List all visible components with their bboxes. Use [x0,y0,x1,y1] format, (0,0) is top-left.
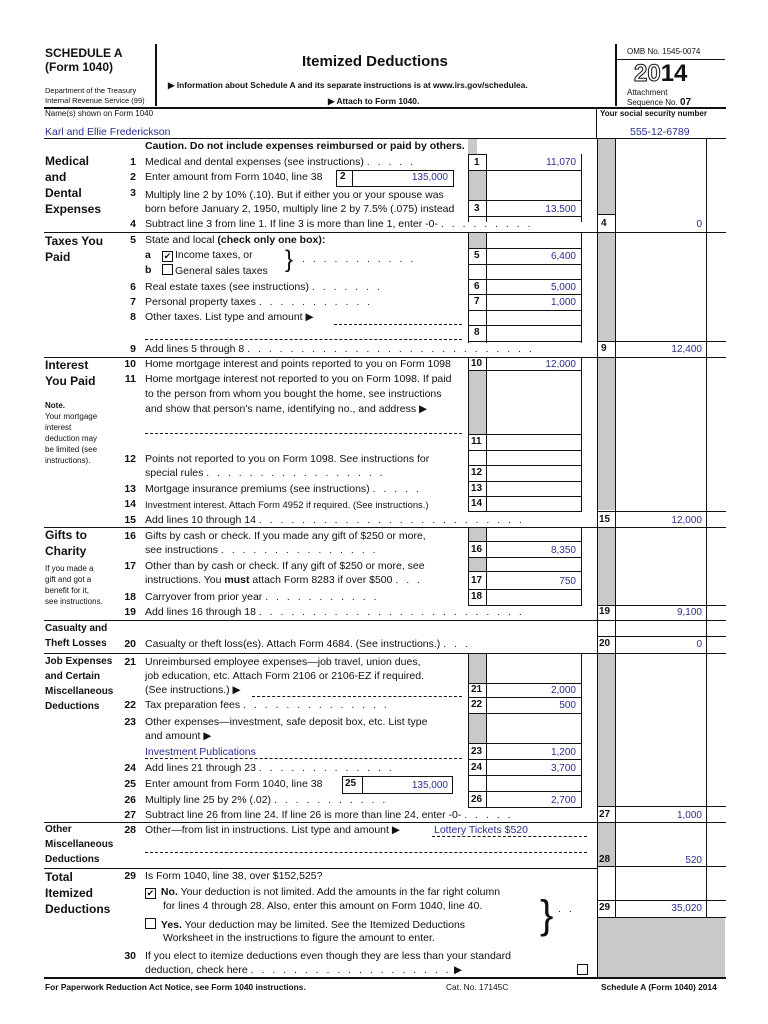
ssn-label: Your social security number [600,109,707,118]
line21-label-a: Unreimbursed employee expenses—job travel, union dues, [145,656,421,668]
amount-line22[interactable]: 500 [559,700,576,711]
line-number: 13 [124,483,136,495]
line11-label-a: Home mortgage interest not reported to you on Form 1098. If paid [145,373,452,385]
line7-label: Personal property taxes . . . . . . . . . . . [145,296,373,308]
amount-line23[interactable]: 1,200 [550,747,576,758]
box-number: 19 [599,606,611,617]
line-number: 25 [124,778,136,790]
line16-label-b: see instructions . . . . . . . . . . . . . . . [145,544,378,556]
line12-label-b: special rules . . . . . . . . . . . . . . . . . [145,467,386,479]
income-taxes-checkbox[interactable]: ✔ Income taxes, or [163,249,253,261]
line-number: 12 [124,453,136,465]
tax-year: 2014 [634,60,688,87]
schedule-label: SCHEDULE A [45,46,123,60]
elect-checkbox[interactable] [577,964,590,977]
section-taxes: Taxes You Paid [45,234,104,264]
line-number: 19 [124,606,136,618]
line29-no-text-2: for lines 4 through 28. Also, enter this amount on Form 1040, line 40. [163,900,483,912]
box-number: 10 [471,358,483,369]
line-number: 26 [124,794,136,806]
amount-line26[interactable]: 2,700 [550,795,576,806]
line-number: 27 [124,809,136,821]
caution-text: Caution. Do not include expenses reimbursed or paid by others. [145,140,465,152]
box-number: 29 [599,902,611,913]
line26-label: Multiply line 25 by 2% (.02) . . . . . . . . . . . [145,794,388,806]
amount-line3[interactable]: 13,500 [545,204,576,215]
amount-line16[interactable]: 8,350 [550,545,576,556]
gifts-note: If you made a gift and got a benefit for it, see instructions. [45,564,103,606]
amount-line10[interactable]: 12,000 [545,359,576,370]
footer-cat: Cat. No. 17145C [446,982,509,992]
line24-label: Add lines 21 through 23 . . . . . . . . . . . . . [145,762,395,774]
footer-schedule: Schedule A (Form 1040) 2014 [601,982,717,992]
line23-entry[interactable]: Investment Publications [145,746,256,758]
box-number: 9 [601,343,607,354]
amount-line5[interactable]: 6,400 [550,251,576,262]
line-number: 3 [130,187,136,199]
line14-label: Investment interest. Attach Form 4952 if required. (See instructions.) [145,499,429,510]
box-number: 6 [474,281,480,292]
box-number: 27 [599,809,611,820]
box-number: 28 [599,854,611,865]
line-number: 22 [124,699,136,711]
box-number: 26 [471,794,483,805]
line5-label: State and local (check only one box): [145,234,326,246]
line28-label: Other—from list in instructions. List type and amount ▶ [145,824,400,836]
line15-label: Add lines 10 through 14 . . . . . . . . . . . . . . . . . . . . . . . . . [145,514,525,526]
line25-label: Enter amount from Form 1040, line 38 [145,778,323,790]
dot-leader: . . [558,903,575,915]
attach-line: ▶ Attach to Form 1040. [328,96,420,106]
amount-line21[interactable]: 2,000 [550,685,576,696]
line12-label-a: Points not reported to you on Form 1098. See instructions for [145,453,430,465]
box-number: 16 [471,544,483,555]
amount-line20[interactable]: 0 [696,639,702,650]
brace: } [540,893,554,937]
line29-no-option[interactable]: ✔ No. Your deduction is not limited. Add the amounts in the far right column [146,886,501,898]
line-number: 24 [124,762,136,774]
amount-line7[interactable]: 1,000 [550,297,576,308]
line8-label: Other taxes. List type and amount ▶ [145,311,314,323]
dot-leader: . . . . . . . . . . . [302,253,416,265]
line29-label: Is Form 1040, line 38, over $152,525? [145,870,323,882]
section-job: Job Expenses and Certain Miscellaneous Deductions [45,656,114,712]
taxpayer-ssn[interactable]: 555-12-6789 [630,126,690,138]
brace: } [285,246,294,273]
form-title: Itemized Deductions [302,53,448,70]
line27-label: Subtract line 26 from line 24. If line 26 is more than line 24, enter -0- . . . . . [145,809,514,821]
line21-label-c: (See instructions.) ▶ [145,684,241,696]
line28-entry[interactable]: Lottery Tickets $520 [434,824,528,836]
amount-line15[interactable]: 12,000 [671,515,702,526]
info-line: ▶ Information about Schedule A and its separate instructions is at www.irs.gov/schedulea. [168,80,528,90]
box-number: 24 [471,762,483,773]
yes-checkbox[interactable] [145,918,156,929]
section-gifts: Gifts to Charity [45,528,87,558]
box-number: 11 [471,436,482,447]
amount-line27[interactable]: 1,000 [676,810,702,821]
general-sales-checkbox[interactable]: General sales taxes [162,264,268,277]
sequence-label: Sequence No. 07 [627,97,692,108]
section-interest: Interest You Paid [45,358,96,388]
line-number: 8 [130,311,136,323]
box-number: 7 [474,296,480,307]
line22-label: Tax preparation fees . . . . . . . . . . . . . . [145,699,390,711]
interest-note: Note. Your mortgage interest deduction may be limited (see instructions). [45,401,98,465]
line3-label-a: Multiply line 2 by 10% (.10). But if either you or your spouse was [145,189,444,201]
line-number: 4 [130,218,136,230]
line-number: 21 [124,656,136,668]
line-number: 1 [130,156,136,168]
section-other: Other Miscellaneous Deductions [45,824,114,865]
line-number: 2 [130,171,136,183]
line19-label: Add lines 16 through 18 . . . . . . . . . . . . . . . . . . . . . . . . . [145,606,525,618]
line-number: 28 [124,824,136,836]
amount-line28[interactable]: 520 [685,855,702,866]
line17-label-a: Other than by cash or check. If any gift of $250 or more, see [145,560,425,572]
box-number: 15 [599,514,611,525]
line-number: 29 [124,870,136,882]
section-medical: Medical and Dental Expenses [45,154,102,216]
section-casualty: Casualty and Theft Losses [45,623,108,649]
box-number: 25 [345,778,357,789]
attachment-label: Attachment [627,88,668,97]
line2-label: Enter amount from Form 1040, line 38 [145,171,323,183]
name-label: Name(s) shown on Form 1040 [45,109,154,118]
form-label: (Form 1040) [45,60,114,74]
line21-label-b: job education, etc. Attach Form 2106 or 2106-EZ if required. [145,670,424,682]
box-number: 20 [599,638,611,649]
line-number: 10 [124,358,136,370]
amount-line1[interactable]: 11,070 [546,157,576,168]
line20-label: Casualty or theft loss(es). Attach Form 4684. (See instructions.) . . . [145,638,471,650]
line-number: 23 [124,716,136,728]
line23-label-a: Other expenses—investment, safe deposit box, etc. List type [145,716,428,728]
amount-line17[interactable]: 750 [559,576,576,587]
box-number: 12 [471,467,483,478]
line23-label-b: and amount ▶ [145,730,212,742]
line11-label-b: to the person from whom you bought the home, see instructions [145,388,442,400]
box-number: 18 [471,591,483,602]
line-number: 20 [124,638,136,650]
amount-line6[interactable]: 5,000 [550,282,576,293]
box-number: 14 [471,498,483,509]
line-number: 17 [124,560,136,572]
box-number: 2 [340,171,346,182]
taxpayer-name[interactable]: Karl and Ellie Frederickson [45,126,171,138]
line5a-letter: a [145,249,151,261]
amount-line25[interactable]: 135,000 [411,780,448,791]
line30-label-b: deduction, check here . . . . . . . . . . . . . . . . . . . ▶ [145,964,463,976]
omb-number: OMB No. 1545-0074 [627,47,701,56]
box-number: 23 [471,746,483,757]
line30-label-a: If you elect to itemize deductions even though they are less than your standard [145,950,511,962]
line-number: 6 [130,281,136,293]
line4-label: Subtract line 3 from line 1. If line 3 is more than line 1, enter -0- . . . . . . . . . [145,218,533,230]
dept-label: Department of the Treasury [45,86,137,95]
section-total: Total Itemized Deductions [45,870,111,916]
amount-line2[interactable]: 135,000 [411,172,448,183]
line-number: 15 [124,514,136,526]
line17-label-b: instructions. You must attach Form 8283 if over $500 . . . [145,574,423,586]
box-number: 21 [471,684,483,695]
line1-label: Medical and dental expenses (see instructions) . . . . . [145,156,416,168]
line9-label: Add lines 5 through 8 . . . . . . . . . . . . . . . . . . . . . . . . . . . [145,343,535,355]
amount-line29[interactable]: 35,020 [671,903,702,914]
line29-yes-option[interactable]: Yes. Your deduction may be limited. See the Itemized Deductions [145,918,465,931]
amount-line24[interactable]: 3,700 [550,763,576,774]
box-number: 22 [471,699,483,710]
line6-label: Real estate taxes (see instructions) . . . . . . . [145,281,383,293]
line29-yes-text-2: Worksheet in the instructions to figure the amount to enter. [163,932,435,944]
no-checkbox[interactable]: ✔ [146,888,155,898]
box-number: 8 [474,327,480,338]
box-number: 3 [474,203,480,214]
line-number: 11 [124,373,136,385]
box-number: 17 [471,575,483,586]
box-number: 13 [471,483,483,494]
line18-label: Carryover from prior year . . . . . . . . . . . [145,591,379,603]
footer-notice: For Paperwork Reduction Act Notice, see Form 1040 instructions. [45,982,306,992]
irs-label: Internal Revenue Service (99) [45,96,145,105]
line-number: 7 [130,296,136,308]
box-number: 4 [601,218,607,229]
line-number: 16 [124,530,136,542]
line-number: 5 [130,234,136,246]
line10-label: Home mortgage interest and points reported to you on Form 1098 [145,358,451,370]
amount-line9[interactable]: 12,400 [671,344,702,355]
line-number: 30 [124,950,136,962]
line13-label: Mortgage insurance premiums (see instructions) . . . . . [145,483,422,495]
line3-label-b: born before January 2, 1950, multiply line 2 by 7.5% (.075) instead [145,203,455,215]
line-number: 18 [124,591,136,603]
line16-label-a: Gifts by cash or check. If you made any gift of $250 or more, [145,530,426,542]
amount-line4[interactable]: 0 [696,219,702,230]
line5b-letter: b [145,264,152,276]
line-number: 9 [130,343,136,355]
line11-label-c: and show that person's name, identifying no., and address ▶ [145,403,428,415]
box-number: 1 [474,157,480,168]
amount-line19[interactable]: 9,100 [676,607,702,618]
box-number: 5 [474,250,480,261]
line-number: 14 [124,498,136,510]
